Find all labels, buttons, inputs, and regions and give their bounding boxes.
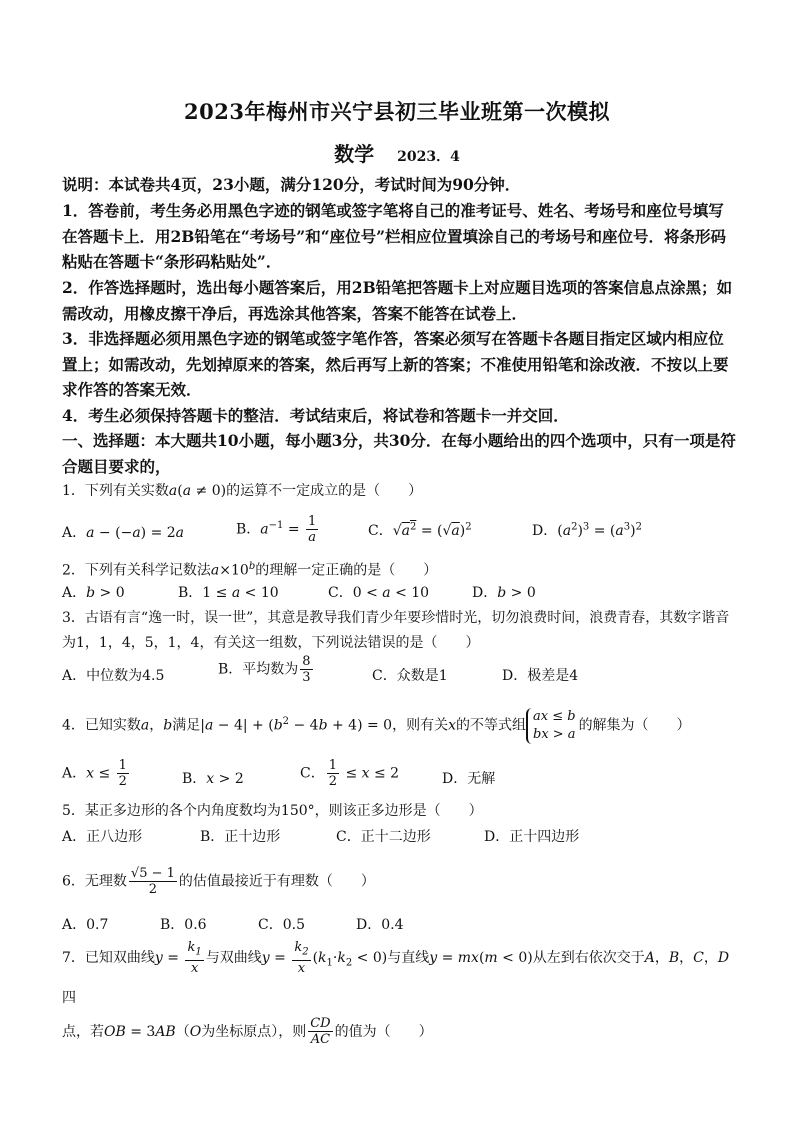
question-3-option-a: A．中位数为4.5 — [62, 668, 165, 684]
question-6-option-a: A．0.7 — [62, 917, 109, 933]
question-6-option-d: D．0.4 — [356, 917, 404, 933]
exam-date: 2023．4 — [397, 149, 460, 165]
question-1-option-c: C．$√a^2 = (√a)^2$ — [368, 521, 472, 539]
instruction-3: 3．非选择题必须用黑色字迹的钢笔或签字笔作答，答案必须写在答题卡各题目指定区域内相应位置上；如需改动，先划掉原来的答案，然后再写上新的答案；不准使用铅笔和涂改液．不按以上要求作答的答案无效． — [62, 329, 729, 399]
question-6-option-c: C．0.5 — [258, 917, 305, 933]
question-2-option-d: D．b > 0 — [472, 585, 536, 601]
instruction-2: 2．作答选择题时，选出每小题答案后，用2B铅笔把答题卡上对应题目选项的答案信息点涂黑；如需改动，用橡皮擦干净后，再选涂其他答案，答案不能答在试卷上． — [62, 278, 733, 323]
question-4-stem: 4．已知实数a，b满足$|a - 4| + (b^2 - 4b + 4) = 0$，则有关x的不等式组ax ≤ b bx > a的解集为（ ） — [62, 708, 691, 742]
question-7-stem: 7．已知双曲线y = $\frac{k_1}{x}$ 与双曲线y = $\frac{k_2}{x}$ $(k_1\cdot k_2 < 0)$与直线y = mx(m < 0)从左到右依次交于A，B，C，D四 点，若OB = 3AB（O为坐标原点），则 $\frac{CD}{AC}$ 的值为（ ） — [62, 940, 730, 1048]
question-2-option-a: A．b > 0 — [62, 585, 125, 601]
question-4-option-a: A．x ≤ $\frac{1}{2}$ — [62, 758, 127, 789]
question-5-stem: 5．某正多边形的各个内角度数均为150°，则该正多边形是（ ） — [62, 803, 483, 819]
question-3-option-d: D．极差是4 — [502, 668, 579, 684]
exam-note: 说明：本试卷共4页，23小题，满分120分，考试时间为90分钟． — [62, 175, 521, 194]
question-1-option-a: A．a − (−a) = 2a — [62, 525, 185, 541]
question-4-option-b: B．x > 2 — [182, 771, 244, 787]
exam-title: 2023年梅州市兴宁县初三毕业班第一次模拟 — [184, 99, 610, 124]
question-3-option-c: C．众数是1 — [372, 668, 448, 684]
question-2-option-b: B．1 ≤ a < 10 — [178, 585, 279, 601]
question-4-option-c: C． $\frac{1}{2}$ ≤ x ≤ 2 — [300, 758, 400, 789]
question-2-option-c: C．0 < a < 10 — [328, 585, 430, 601]
question-5-option-b: B．正十边形 — [200, 829, 281, 845]
question-1-option-d: D．$(a^2)^3 = (a^3)^2$ — [532, 521, 642, 539]
question-3-stem: 3．古语有言“逸一时，误一世”，其意是教导我们青少年要珍惜时光，切勿浪费时间，浪费青春，其数字谐音为1，1，4，5，1，4，有关这一组数，下列说法错误的是（ ） — [62, 610, 730, 651]
question-5-option-a: A．正八边形 — [62, 829, 143, 845]
subject-label: 数学 — [334, 142, 375, 166]
question-4-option-d: D．无解 — [442, 771, 496, 787]
question-3-option-b: B．平均数为 $\frac{8}{3}$ — [218, 654, 311, 685]
instruction-1: 1．答卷前，考生务必用黑色字迹的钢笔或签字笔将自己的准考证号、姓名、考场号和座位号填写在答题卡上．用2B铅笔在“考场号”和“座位号”栏相应位置填涂自己的考场号和座位号．将条形码粘贴在答题卡“条形码粘贴处”． — [62, 201, 727, 271]
section-1-heading: 一、选择题：本大题共10小题，每小题3分，共30分．在每小题给出的四个选项中，只有一项是符合题目要求的， — [62, 431, 736, 476]
question-6-stem: 6．无理数 $\frac{√5 - 1}{2}$ 的估值最接近于有理数（ ） — [62, 866, 375, 897]
question-1-stem: 1．下列有关实数a(a ≠ 0)的运算不一定成立的是（ ） — [62, 483, 423, 499]
question-6-option-b: B．0.6 — [160, 917, 207, 933]
exam-subtitle — [0, 138, 794, 167]
question-1-option-b: B．$a^{-1}$ = $\frac{1}{a}$ — [236, 514, 317, 545]
question-5-option-c: C．正十二边形 — [336, 829, 431, 845]
instruction-4: 4．考生必须保持答题卡的整洁．考试结束后，将试卷和答题卡一并交回． — [62, 406, 569, 425]
question-2-stem: 2．下列有关科学记数法$a\times 10^b$的理解一定正确的是（ ） — [62, 561, 438, 579]
question-5-option-d: D．正十四边形 — [484, 829, 580, 845]
